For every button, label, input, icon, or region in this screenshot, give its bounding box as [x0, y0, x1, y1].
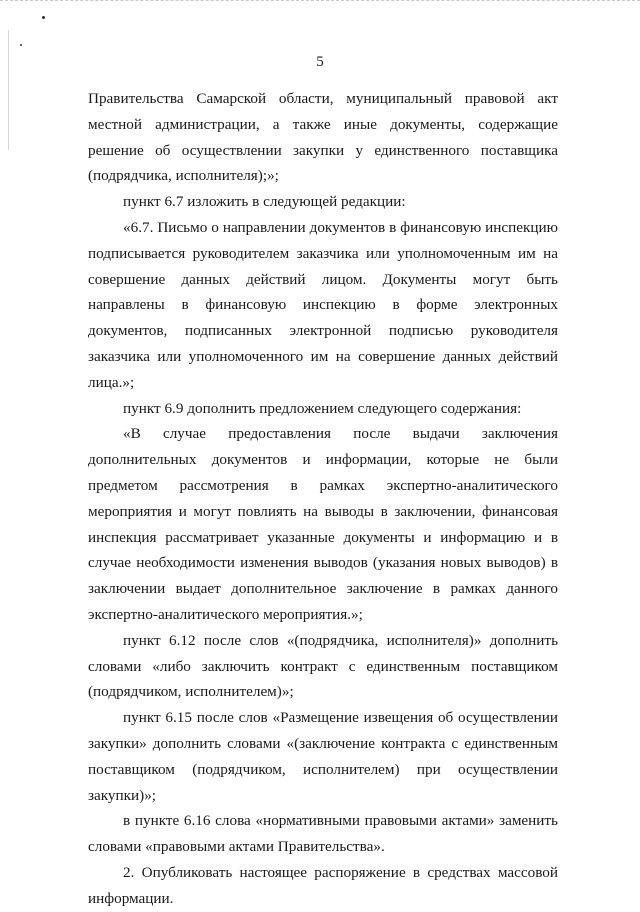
- scan-speck: [42, 16, 45, 19]
- page-number: 5: [316, 54, 324, 70]
- paragraph-6-7-text: «6.7. Письмо о направлении документов в финансовую инспекцию подписывается руководителем заказчика или уполномоченным им на совершение данных действий лицом. Документы могут быть направлены в финансовую инспекцию в форме электронных документов, подписанных электронной подписью руководителя заказчика или уполномоченного им на совершение данных действий лица.»;: [88, 218, 558, 391]
- paragraph-continuation: Правительства Самарской области, муниципальный правовой акт местной администрации, а также иные документы, содержащие решение об осуществлении закупки у единственного поставщика (подрядчика, исполнителя);»;: [88, 90, 558, 185]
- paragraph-6-12-amendment: пункт 6.12 после слов «(подрядчика, исполнителя)» дополнить словами «либо заключить контракт с единственным поставщиком (подрядчиком, исполнителем)»;: [88, 631, 558, 701]
- scan-left-margin-mark: [8, 30, 11, 150]
- paragraph-6-16-amendment: в пункте 6.16 слова «нормативными правовыми актами» заменить словами «правовыми актами Правительства».: [88, 812, 558, 856]
- paragraph-6-7-instruction: пункт 6.7 изложить в следующей редакции:: [123, 193, 406, 211]
- scan-speck: [20, 44, 22, 46]
- paragraph-6-9-instruction: пункт 6.9 дополнить предложением следующего содержания:: [123, 399, 522, 417]
- paragraph-6-9-text: «В случае предоставления после выдачи заключения дополнительных документов и информации, которые не были предметом рассмотрения в рамках экспертно-аналитического мероприятия и могут повлиять на выводы в заключении, финансовая инспекция рассматривает указанные документы и информацию и в случае необходимости изменения выводов (указания новых выводов) в заключении выдает дополнительное заключение в рамках данного экспертно-аналитического мероприятия.»;: [88, 425, 558, 623]
- document-body: [88, 86, 558, 912]
- paragraph-publish-order: 2. Опубликовать настоящее распоряжение в средствах массовой информации.: [88, 863, 558, 907]
- paragraph-6-15-amendment: пункт 6.15 после слов «Размещение извещения об осуществлении закупки» дополнить словами «(заключение контракта с единственным поставщиком (подрядчиком, исполнителем) при осуществлении закупки)»;: [88, 709, 558, 804]
- scan-top-border: [0, 0, 640, 5]
